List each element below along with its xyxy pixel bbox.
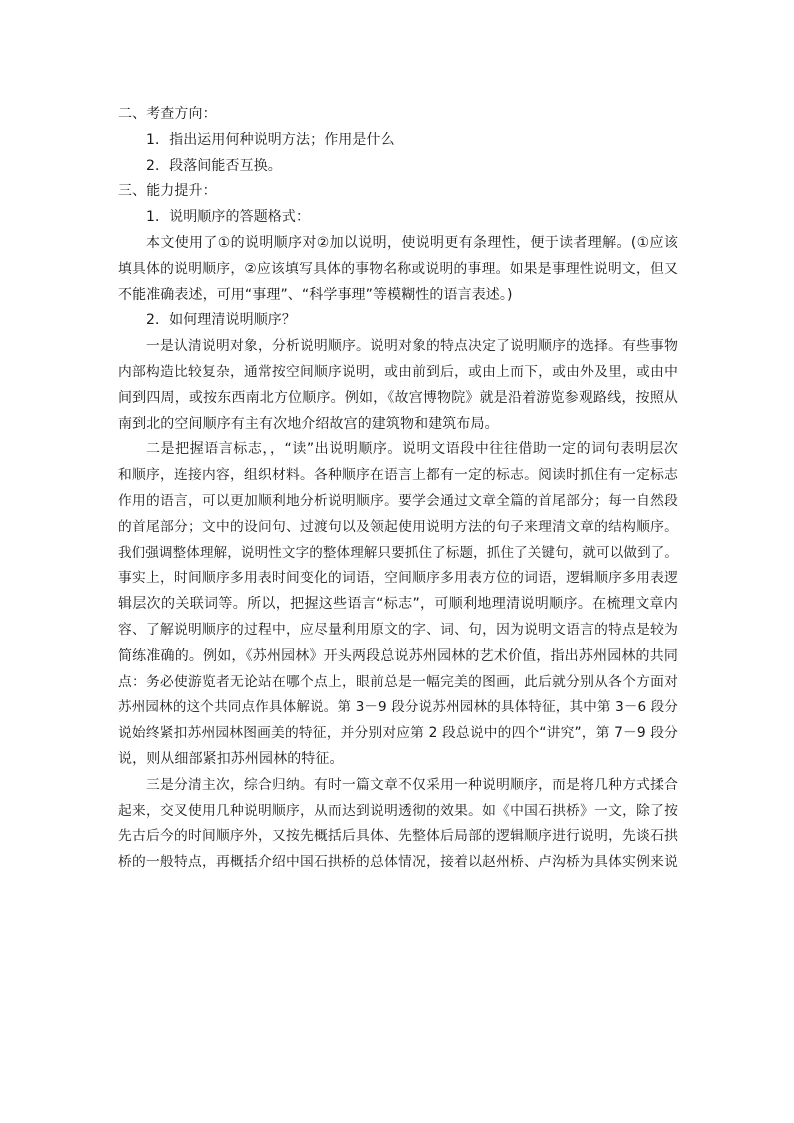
paragraph-line: 的首尾部分；文中的设问句、过渡句以及领起使用说明方法的句子来理清文章的结构顺序。 <box>118 518 678 535</box>
paragraph-second-method <box>118 437 678 772</box>
list-item: 1．说明顺序的答题格式： <box>146 209 311 226</box>
list-item: 2．段落间能否互换。 <box>146 157 282 174</box>
paragraph-line: 我们强调整体理解，说明性文字的整体理解只要抓住了标题，抓住了关键句，就可以做到了。 <box>118 544 678 561</box>
document-body <box>118 102 678 876</box>
paragraph-line: 先古后今的时间顺序外，又按先概括后具体、先整体后局部的逻辑顺序进行说明，先谈石拱 <box>118 828 678 845</box>
list-item: 2．如何理清说明顺序？ <box>146 312 297 329</box>
paragraph-line: 作用的语言，可以更加顺利地分析说明顺序。要学会通过文章全篇的首尾部分；每一自然段 <box>118 492 678 509</box>
paragraph-line: 一是认清说明对象，分析说明顺序。说明对象的特点决定了说明顺序的选择。有些事物 <box>146 338 678 355</box>
paragraph-line: 填具体的说明顺序，②应该填写具体的事物名称或说明的事理。如果是事理性说明文，但又 <box>118 260 678 277</box>
paragraph-line: 事实上，时间顺序多用表时间变化的词语，空间顺序多用表方位的词语，逻辑顺序多用表逻 <box>118 570 678 587</box>
paragraph-line: 三是分清主次，综合归纳。有时一篇文章不仅采用一种说明顺序，而是将几种方式揉合 <box>146 776 678 793</box>
paragraph-line: 和顺序，连接内容，组织材料。各种顺序在语言上都有一定的标志。阅读时抓住有一定标志 <box>118 467 678 484</box>
list-item: 1．指出运用何种说明方法；作用是什么 <box>146 131 395 148</box>
paragraph-line: 苏州园林的这个共同点作具体解说。第 3－9 段分说苏州园林的具体特征，其中第 3－6 段分 <box>118 699 678 716</box>
paragraph-line: 不能准确表述，可用“事理”、“科学事理”等模糊性的语言表述。) <box>118 286 513 303</box>
paragraph-first-method <box>118 334 678 437</box>
paragraph-line: 本文使用了①的说明顺序对②加以说明，使说明更有条理性，便于读者理解。(①应该 <box>146 234 678 251</box>
paragraph-third-method <box>118 773 678 876</box>
paragraph-line: 辑层次的关联词等。所以，把握这些语言“标志”，可顺利地理清说明顺序。在梳理文章内 <box>118 596 678 613</box>
paragraph-line: 说，则从细部紧扣苏州园林的特征。 <box>118 750 344 767</box>
section-heading-ability: 三、能力提升： <box>118 183 217 200</box>
paragraph-line: 点：务必使游览者无论站在哪个点上，眼前总是一幅完美的图画，此后就分别从各个方面对 <box>118 673 678 690</box>
paragraph-line: 容、了解说明顺序的过程中，应尽量利用原文的字、词、句，因为说明文语言的特点是较为 <box>118 621 678 638</box>
paragraph-answer-format <box>118 231 678 308</box>
paragraph-line: 简练准确的。例如，《苏州园林》开头两段总说苏州园林的艺术价值，指出苏州园林的共同 <box>118 647 678 664</box>
paragraph-line: 说始终紧扣苏州园林图画美的特征，并分别对应第 2 段总说中的四个“讲究”，第 7－9 段分 <box>118 725 678 742</box>
paragraph-line: 间到四周，或按东西南北方位顺序。例如，《故宫博物院》就是沿着游览参观路线，按照从 <box>118 389 678 406</box>
paragraph-line: 二是把握语言标志，，“读”出说明顺序。说明文语段中往往借助一定的词句表明层次 <box>146 441 678 458</box>
paragraph-line: 桥的一般特点，再概括介绍中国石拱桥的总体情况，接着以赵州桥、卢沟桥为具体实例来说 <box>118 854 678 871</box>
section-heading-exam-direction: 二、考查方向： <box>118 106 217 122</box>
paragraph-line: 南到北的空间顺序有主有次地介绍故宫的建筑物和建筑布局。 <box>118 415 499 432</box>
paragraph-line: 起来，交叉使用几种说明顺序，从而达到说明透彻的效果。如《中国石拱桥》一文，除了按 <box>118 802 678 819</box>
paragraph-line: 内部构造比较复杂，通常按空间顺序说明，或由前到后，或由上而下，或由外及里，或由中 <box>118 363 678 380</box>
